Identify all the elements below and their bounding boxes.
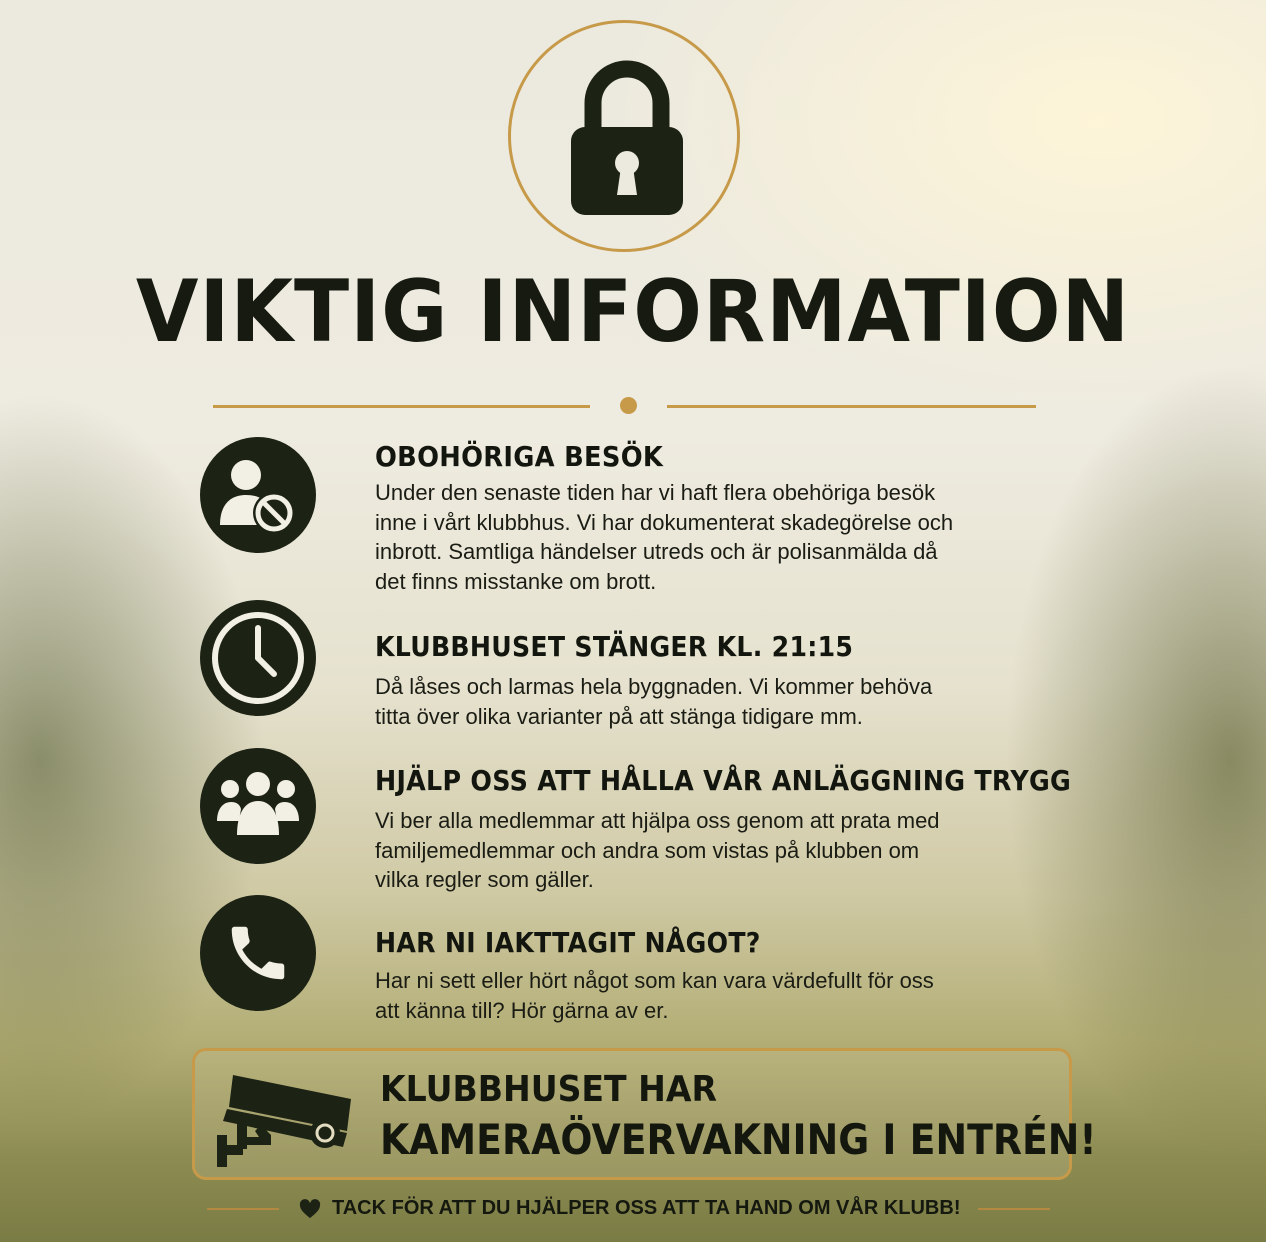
section-icon-closing [200,600,316,716]
footer-thanks: TACK FÖR ATT DU HJÄLPER OSS ATT TA HAND OM VÅR KLUBB! [332,1197,961,1219]
section-icon-unauthorized [200,437,316,553]
footer-line-left [207,1208,279,1210]
camera-notice-line1: KLUBBHUSET HAR [380,1069,718,1110]
page-title: VIKTIG INFORMATION [135,262,1131,362]
heart-icon [299,1199,321,1219]
section-icon-safety [200,748,316,864]
camera-notice-box [192,1048,1097,1180]
section-heading-safety: HJÄLP OSS ATT HÅLLA VÅR ANLÄGGNING TRYGG [375,764,1072,797]
divider-right [667,405,1036,408]
footer-line-right [978,1208,1050,1210]
section-icon-report [200,895,316,1011]
section-heading-closing: KLUBBHUSET STÄNGER KL. 21:15 [375,630,854,663]
section-heading-report: HAR NI IAKTTAGIT NÅGOT? [375,926,761,959]
divider-dot [620,397,637,414]
section-body-report: Har ni sett eller hört något som kan vara värdefullt för oss att känna till? Hör gärna av er. [375,968,934,1023]
group-icon [215,771,301,841]
divider-left [213,405,590,408]
security-camera-icon [215,1063,360,1168]
clock-icon [208,608,308,708]
section-body-closing: Då låses och larmas hela byggnaden. Vi kommer behöva titta över olika varianter på att stänga tidigare mm. [375,674,933,729]
section-body-safety: Vi ber alla medlemmar att hjälpa oss genom att prata med familjemedlemmar och andra som vistas på klubben om vilka regler som gäller. [375,808,940,892]
section-heading-unauthorized: OBOHÖRIGA BESÖK [375,440,664,473]
padlock-icon [565,57,689,217]
user-blocked-icon [216,453,300,537]
camera-notice-line2: KAMERAÖVERVAKNING I ENTRÉN! [380,1115,1097,1164]
phone-icon [223,918,293,988]
section-body-unauthorized: Under den senaste tiden har vi haft flera obehöriga besök inne i vårt klubbhus. Vi har dokumenterat skadegörelse och inbrott. Samtliga händelser utreds och är polisanmälda då det finns misstanke om brott. [375,480,954,594]
lock-emblem [508,20,740,252]
